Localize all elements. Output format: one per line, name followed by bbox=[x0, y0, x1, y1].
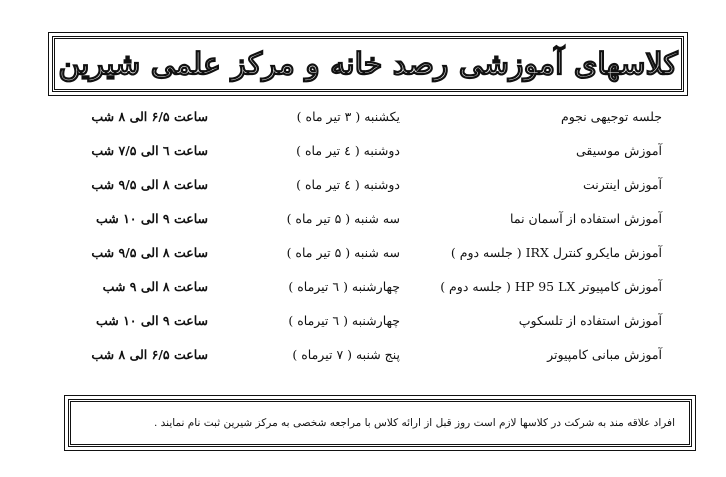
course-day: سه شنبه ( ۵ تیر ماه ) bbox=[286, 245, 400, 260]
course-name: جلسه توجیهی نجوم bbox=[560, 109, 662, 124]
registration-note-frame bbox=[68, 399, 692, 447]
course-time: ساعت ۹ الی ۱۰ شب bbox=[95, 313, 208, 328]
page-title: کلاسهای آموزشی رصد خانه و مرکز علمی شیرین bbox=[58, 46, 678, 82]
course-day: دوشنبه ( ٤ تیر ماه ) bbox=[296, 177, 400, 192]
course-name: آموزش استفاده از آسمان نما bbox=[510, 211, 662, 226]
course-day: دوشنبه ( ٤ تیر ماه ) bbox=[296, 143, 400, 158]
schedule-row bbox=[40, 175, 662, 209]
title-frame bbox=[52, 36, 684, 92]
schedule-row bbox=[40, 209, 662, 243]
course-time: ساعت ۸ الی ۹ شب bbox=[102, 279, 208, 294]
schedule-row bbox=[40, 107, 662, 141]
schedule-row bbox=[40, 277, 662, 311]
schedule-row bbox=[40, 243, 662, 277]
course-day: سه شنبه ( ۵ تیر ماه ) bbox=[286, 211, 400, 226]
class-schedule bbox=[40, 107, 662, 379]
course-name: آموزش اینترنت bbox=[582, 177, 662, 192]
schedule-row bbox=[40, 141, 662, 175]
course-name: آموزش کامپیوتر HP 95 LX ( جلسه دوم ) bbox=[440, 279, 662, 294]
course-name: آموزش استفاده از تلسکوپ bbox=[518, 313, 662, 328]
course-day: چهارشنبه ( ٦ تیرماه ) bbox=[288, 279, 400, 294]
course-day: پنج شنبه ( ۷ تیرماه ) bbox=[292, 347, 400, 362]
course-time: ساعت ۶/۵ الی ۸ شب bbox=[91, 347, 208, 362]
course-time: ساعت ۹ الی ۱۰ شب bbox=[95, 211, 208, 226]
course-day: چهارشنبه ( ٦ تیرماه ) bbox=[288, 313, 400, 328]
course-day: یکشنبه ( ۳ تیر ماه ) bbox=[296, 109, 400, 124]
course-time: ساعت ۸ الی ۹/۵ شب bbox=[91, 245, 208, 260]
course-time: ساعت ۶/۵ الی ۸ شب bbox=[91, 109, 208, 124]
course-time: ساعت ۸ الی ۹/۵ شب bbox=[91, 177, 208, 192]
course-name: آموزش مایکرو کنترل IRX ( جلسه دوم ) bbox=[450, 245, 662, 260]
course-time: ساعت ٦ الی ۷/۵ شب bbox=[91, 143, 208, 158]
registration-note: افراد علاقه مند به شرکت در کلاسها لازم است روز قبل از ارائه کلاس با مراجعه شخصی به مرکز شیرین ثبت نام نمایند . bbox=[153, 417, 675, 429]
course-name: آموزش مبانی کامپیوتر bbox=[547, 347, 662, 362]
schedule-row bbox=[40, 345, 662, 379]
course-name: آموزش موسیقی bbox=[575, 143, 662, 158]
schedule-row bbox=[40, 311, 662, 345]
